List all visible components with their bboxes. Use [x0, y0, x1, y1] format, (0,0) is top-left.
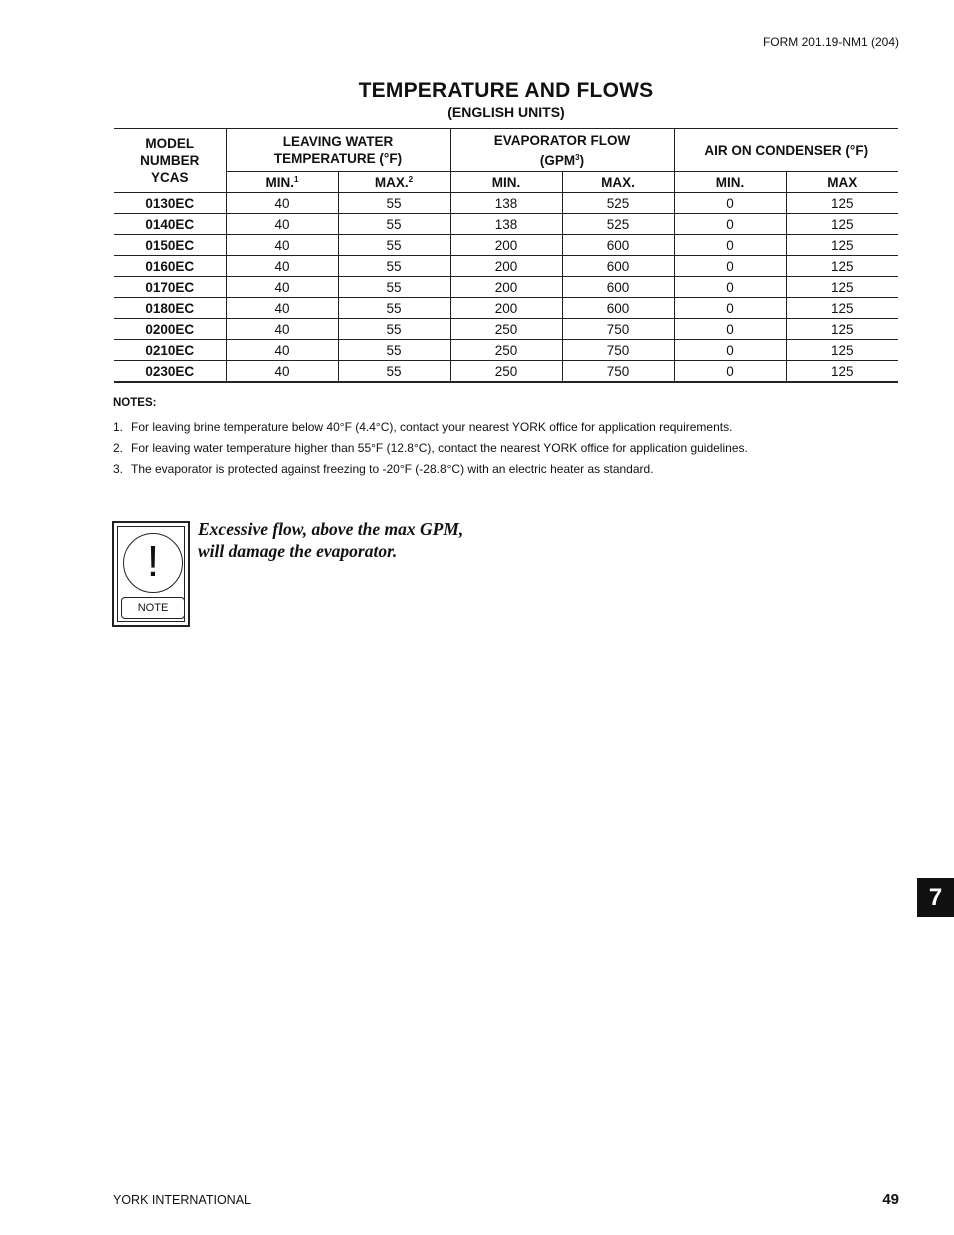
temperature-flows-table: [114, 128, 898, 383]
cell-lwt-min: 40: [226, 361, 338, 383]
cell-lwt-min: 40: [226, 319, 338, 340]
cell-evap-max: 600: [562, 235, 674, 256]
table-row: [114, 256, 898, 277]
cell-lwt-min: 40: [226, 298, 338, 319]
cell-evap-max: 600: [562, 256, 674, 277]
cell-model: 0150EC: [114, 235, 226, 256]
cell-evap-min: 200: [450, 256, 562, 277]
cell-evap-min: 200: [450, 277, 562, 298]
evap-max-header: MAX.: [562, 172, 674, 193]
cell-lwt-max: 55: [338, 235, 450, 256]
table-row: [114, 340, 898, 361]
cell-air-max: 125: [786, 256, 898, 277]
table-subheader-row: [114, 172, 898, 193]
note-item: 3. The evaporator is protected against freezing to -20°F (-28.8°C) with an electric heater as standard.: [113, 462, 654, 476]
cell-air-min: 0: [674, 214, 786, 235]
cell-lwt-min: 40: [226, 193, 338, 214]
cell-evap-max: 750: [562, 340, 674, 361]
note-item: 1. For leaving brine temperature below 40°F (4.4°C), contact your nearest YORK office for application requirements.: [113, 420, 733, 434]
notes-heading: NOTES:: [113, 397, 157, 409]
table-row: [114, 298, 898, 319]
cell-lwt-max: 55: [338, 340, 450, 361]
page-title: TEMPERATURE AND FLOWS: [358, 79, 654, 102]
page-subtitle: (ENGLISH UNITS): [447, 104, 565, 120]
cell-model: 0210EC: [114, 340, 226, 361]
leaving-water-temp-header: LEAVING WATER TEMPERATURE (°F): [226, 129, 450, 172]
cell-lwt-max: 55: [338, 298, 450, 319]
cell-air-min: 0: [674, 277, 786, 298]
table-row: [114, 193, 898, 214]
cell-air-min: 0: [674, 256, 786, 277]
cell-lwt-min: 40: [226, 256, 338, 277]
cell-lwt-max: 55: [338, 319, 450, 340]
air-max-header: MAX: [786, 172, 898, 193]
cell-air-max: 125: [786, 193, 898, 214]
cell-air-max: 125: [786, 298, 898, 319]
table-row: [114, 214, 898, 235]
cell-air-min: 0: [674, 298, 786, 319]
exclamation-note-icon: [112, 521, 190, 627]
cell-air-min: 0: [674, 193, 786, 214]
cell-air-min: 0: [674, 340, 786, 361]
cell-model: 0230EC: [114, 361, 226, 383]
cell-air-max: 125: [786, 277, 898, 298]
cell-lwt-max: 55: [338, 256, 450, 277]
note-label: NOTE: [121, 597, 185, 619]
cell-evap-min: 138: [450, 214, 562, 235]
cell-air-max: 125: [786, 361, 898, 383]
cell-model: 0130EC: [114, 193, 226, 214]
cell-air-min: 0: [674, 319, 786, 340]
table-row: [114, 319, 898, 340]
cell-evap-max: 525: [562, 214, 674, 235]
cell-air-min: 0: [674, 361, 786, 383]
page-number: 49: [882, 1191, 899, 1208]
cell-air-max: 125: [786, 340, 898, 361]
cell-model: 0160EC: [114, 256, 226, 277]
cell-evap-max: 600: [562, 298, 674, 319]
cell-air-max: 125: [786, 235, 898, 256]
cell-evap-min: 200: [450, 298, 562, 319]
cell-air-max: 125: [786, 319, 898, 340]
cell-model: 0180EC: [114, 298, 226, 319]
lwt-min-header: MIN.$^1$: [226, 172, 338, 193]
form-number: FORM 201.19-NM1 (204): [762, 35, 899, 49]
table-row: [114, 277, 898, 298]
cell-lwt-min: 40: [226, 214, 338, 235]
cell-lwt-min: 40: [226, 340, 338, 361]
cell-model: 0140EC: [114, 214, 226, 235]
callout-text: Excessive flow, above the max GPM, will damage the evaporator.: [198, 519, 464, 561]
cell-lwt-min: 40: [226, 235, 338, 256]
table-row: [114, 235, 898, 256]
cell-lwt-min: 40: [226, 277, 338, 298]
cell-evap-min: 250: [450, 361, 562, 383]
cell-lwt-max: 55: [338, 277, 450, 298]
table-header-row: [114, 129, 898, 172]
model-column-header: MODEL NUMBER YCAS: [140, 136, 200, 185]
cell-lwt-max: 55: [338, 214, 450, 235]
cell-air-min: 0: [674, 235, 786, 256]
cell-evap-max: 750: [562, 361, 674, 383]
air-on-condenser-header: AIR ON CONDENSER (°F): [674, 129, 898, 172]
cell-lwt-max: 55: [338, 193, 450, 214]
note-item: 2. For leaving water temperature higher than 55°F (12.8°C), contact the nearest YORK office for application guidelines.: [113, 441, 748, 455]
cell-evap-min: 250: [450, 319, 562, 340]
cell-lwt-max: 55: [338, 361, 450, 383]
circle-icon: [123, 533, 183, 593]
evaporator-flow-header: EVAPORATOR FLOW (GPM$^3$): [450, 129, 674, 172]
section-tab: 7: [917, 878, 954, 917]
air-min-header: MIN.: [674, 172, 786, 193]
cell-evap-min: 200: [450, 235, 562, 256]
evap-min-header: MIN.: [450, 172, 562, 193]
exclamation-mark: !: [146, 537, 160, 586]
cell-evap-min: 138: [450, 193, 562, 214]
cell-evap-max: 750: [562, 319, 674, 340]
cell-evap-min: 250: [450, 340, 562, 361]
cell-air-max: 125: [786, 214, 898, 235]
cell-evap-max: 600: [562, 277, 674, 298]
lwt-max-header: MAX.$^2$: [338, 172, 450, 193]
table-row: [114, 361, 898, 383]
cell-evap-max: 525: [562, 193, 674, 214]
footer-company: YORK INTERNATIONAL: [113, 1193, 251, 1207]
cell-model: 0200EC: [114, 319, 226, 340]
cell-model: 0170EC: [114, 277, 226, 298]
